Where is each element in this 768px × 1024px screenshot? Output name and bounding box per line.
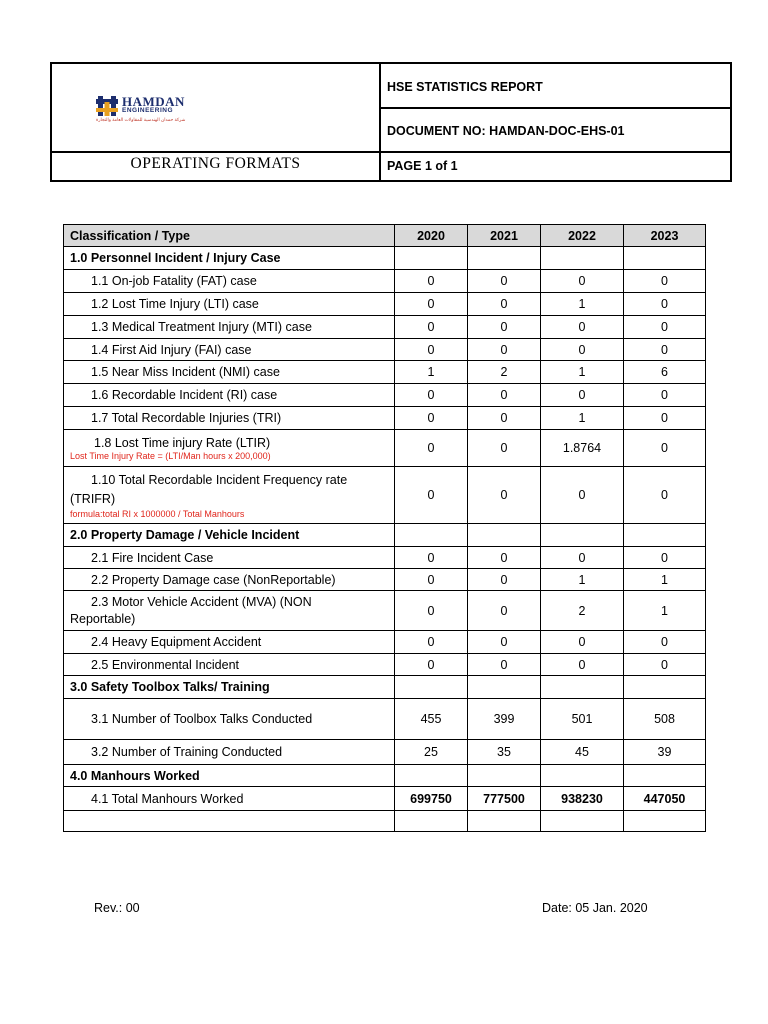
- table-cell: 1: [541, 569, 624, 591]
- row-label: 3.2 Number of Training Conducted: [64, 740, 395, 765]
- table-row-section: [64, 765, 706, 787]
- row-label: 1.4 First Aid Injury (FAI) case: [64, 339, 395, 361]
- company-logo: [96, 94, 246, 128]
- table-cell: 0: [395, 339, 468, 361]
- table-cell-empty: [468, 811, 541, 832]
- table-cell: 0: [624, 631, 706, 654]
- table-row: [64, 591, 706, 631]
- header-divider-left: [52, 151, 379, 153]
- logo-mark-icon: [96, 96, 118, 116]
- section-title: 3.0 Safety Toolbox Talks/ Training: [64, 676, 395, 699]
- table-cell: 0: [468, 591, 541, 631]
- table-cell: 455: [395, 699, 468, 740]
- table-cell: 0: [541, 384, 624, 407]
- table-cell: 0: [395, 293, 468, 316]
- report-title: HSE STATISTICS REPORT: [387, 80, 543, 94]
- table-row: [64, 654, 706, 676]
- row-label-line1: 1.10 Total Recordable Incident Frequency rate: [91, 472, 348, 487]
- table-cell: 938230: [541, 787, 624, 811]
- table-cell: 0: [541, 467, 624, 524]
- table-row-section: [64, 524, 706, 547]
- row-label: 1.7 Total Recordable Injuries (TRI): [64, 407, 395, 430]
- document-header: [50, 62, 732, 182]
- table-row: [64, 407, 706, 430]
- table-cell: 0: [624, 547, 706, 569]
- table-cell: 1: [624, 591, 706, 631]
- table-row: [64, 270, 706, 293]
- table-row: [64, 631, 706, 654]
- table-cell: 0: [395, 384, 468, 407]
- table-cell: 1: [541, 293, 624, 316]
- table-cell: 0: [395, 270, 468, 293]
- table-cell: 1.8764: [541, 430, 624, 467]
- page-number: PAGE 1 of 1: [387, 159, 458, 173]
- table-cell: 0: [395, 430, 468, 467]
- table-cell: [541, 765, 624, 787]
- table-cell: 0: [468, 631, 541, 654]
- table-cell: 0: [468, 339, 541, 361]
- table-cell: 0: [395, 316, 468, 339]
- table-cell: 501: [541, 699, 624, 740]
- table-cell: 0: [395, 654, 468, 676]
- row-label: 1.1 On-job Fatality (FAT) case: [64, 270, 395, 293]
- table-cell: [541, 247, 624, 270]
- document-date: Date: 05 Jan. 2020: [542, 901, 648, 915]
- table-row: [64, 316, 706, 339]
- table-cell-empty: [64, 811, 395, 832]
- table-cell: 0: [468, 569, 541, 591]
- table-cell: 2: [468, 361, 541, 384]
- table-cell: 1: [395, 361, 468, 384]
- row-label: 2.4 Heavy Equipment Accident: [64, 631, 395, 654]
- table-cell: 0: [468, 270, 541, 293]
- table-row: [64, 361, 706, 384]
- table-row: [64, 430, 706, 467]
- formula-note: formula:total RI x 1000000 / Total Manhours: [70, 508, 245, 519]
- row-label: 1.8 Lost Time injury Rate (LTIR): [94, 435, 271, 450]
- table-cell: 0: [468, 384, 541, 407]
- table-cell: 777500: [468, 787, 541, 811]
- table-cell: 45: [541, 740, 624, 765]
- table-cell: 508: [624, 699, 706, 740]
- table-cell: 0: [395, 467, 468, 524]
- table-cell: [468, 524, 541, 547]
- table-cell: 0: [541, 547, 624, 569]
- table-row: [64, 467, 706, 524]
- table-row: [64, 384, 706, 407]
- table-cell-empty: [541, 811, 624, 832]
- table-cell: 447050: [624, 787, 706, 811]
- table-header-row: [64, 225, 706, 247]
- section-title: 4.0 Manhours Worked: [64, 765, 395, 787]
- table-cell-empty: [395, 811, 468, 832]
- table-cell: 1: [541, 407, 624, 430]
- table-cell: 0: [541, 316, 624, 339]
- row-label: 1.6 Recordable Incident (RI) case: [64, 384, 395, 407]
- table-row-empty: [64, 811, 706, 832]
- table-cell: [541, 524, 624, 547]
- row-label-wrapped: [64, 591, 395, 631]
- table-cell: 0: [395, 591, 468, 631]
- table-cell: [624, 765, 706, 787]
- table-cell: 0: [624, 270, 706, 293]
- row-label: 4.1 Total Manhours Worked: [64, 787, 395, 811]
- table-cell: 0: [468, 293, 541, 316]
- table-cell: 0: [624, 384, 706, 407]
- table-cell: [395, 247, 468, 270]
- table-cell: 0: [624, 407, 706, 430]
- row-label-with-note: [64, 430, 395, 467]
- table-cell: 6: [624, 361, 706, 384]
- header-divider-right-2: [379, 151, 730, 153]
- table-cell: 1: [624, 569, 706, 591]
- table-row: [64, 339, 706, 361]
- hse-statistics-table: [63, 224, 706, 832]
- table-cell: 0: [468, 316, 541, 339]
- logo-company-name: HAMDAN: [122, 94, 185, 109]
- logo-arabic-text: شركة حمدان الهندسية للمقاولات العامة والتجارة: [96, 117, 186, 122]
- table-cell: 0: [395, 547, 468, 569]
- table-cell: 0: [541, 654, 624, 676]
- table-row: [64, 699, 706, 740]
- table-cell: 0: [395, 407, 468, 430]
- table-cell: 1: [541, 361, 624, 384]
- table-row-section: [64, 676, 706, 699]
- table-row: [64, 293, 706, 316]
- table-cell: [468, 676, 541, 699]
- table-cell: 0: [468, 547, 541, 569]
- table-cell: 0: [624, 316, 706, 339]
- table-row: [64, 740, 706, 765]
- table-cell: 0: [624, 654, 706, 676]
- row-label: 1.3 Medical Treatment Injury (MTI) case: [64, 316, 395, 339]
- table-cell: [541, 676, 624, 699]
- table-cell: 0: [468, 654, 541, 676]
- table-cell: 0: [395, 631, 468, 654]
- column-header-classification: Classification / Type: [64, 225, 395, 247]
- table-cell: 0: [541, 270, 624, 293]
- table-cell: 0: [624, 293, 706, 316]
- table-row-section: [64, 247, 706, 270]
- header-divider-right-1: [379, 107, 730, 109]
- table-row: [64, 569, 706, 591]
- column-header-2021: 2021: [468, 225, 541, 247]
- table-cell: 0: [468, 430, 541, 467]
- table-cell: [395, 676, 468, 699]
- table-cell: [395, 765, 468, 787]
- row-label-line1: 2.3 Motor Vehicle Accident (MVA) (NON: [91, 594, 312, 609]
- column-header-2020: 2020: [395, 225, 468, 247]
- table-cell: 0: [468, 407, 541, 430]
- table-cell: 25: [395, 740, 468, 765]
- table-cell: 0: [541, 339, 624, 361]
- row-label: 2.5 Environmental Incident: [64, 654, 395, 676]
- logo-company-sub: ENGINEERING: [122, 107, 174, 114]
- table-cell: 0: [395, 569, 468, 591]
- row-label: 2.2 Property Damage case (NonReportable): [64, 569, 395, 591]
- row-label: 1.2 Lost Time Injury (LTI) case: [64, 293, 395, 316]
- table-cell: 2: [541, 591, 624, 631]
- row-label-line2: Reportable): [70, 611, 136, 626]
- formula-note: Lost Time Injury Rate = (LTI/Man hours x 200,000): [70, 450, 271, 461]
- table-cell: 699750: [395, 787, 468, 811]
- row-label: 3.1 Number of Toolbox Talks Conducted: [64, 699, 395, 740]
- table-cell: 39: [624, 740, 706, 765]
- table-cell: 0: [468, 467, 541, 524]
- table-cell: [395, 524, 468, 547]
- table-cell-empty: [624, 811, 706, 832]
- table-cell: [624, 676, 706, 699]
- table-cell: [468, 247, 541, 270]
- table-cell: 0: [624, 467, 706, 524]
- column-header-2022: 2022: [541, 225, 624, 247]
- table-cell: 0: [624, 339, 706, 361]
- row-label: 1.5 Near Miss Incident (NMI) case: [64, 361, 395, 384]
- row-label-line2: (TRIFR): [70, 491, 116, 506]
- row-label-with-note: [64, 467, 395, 524]
- table-row: [64, 787, 706, 811]
- row-label: 2.1 Fire Incident Case: [64, 547, 395, 569]
- table-row: [64, 547, 706, 569]
- table-cell: [468, 765, 541, 787]
- document-number: DOCUMENT NO: HAMDAN-DOC-EHS-01: [387, 124, 625, 138]
- table-cell: 35: [468, 740, 541, 765]
- section-title: 1.0 Personnel Incident / Injury Case: [64, 247, 395, 270]
- table-cell: [624, 524, 706, 547]
- section-title: 2.0 Property Damage / Vehicle Incident: [64, 524, 395, 547]
- column-header-2023: 2023: [624, 225, 706, 247]
- table-cell: 0: [624, 430, 706, 467]
- operating-formats-title: OPERATING FORMATS: [130, 155, 301, 172]
- header-divider-vertical: [379, 64, 381, 180]
- table-cell: 399: [468, 699, 541, 740]
- table-cell: 0: [541, 631, 624, 654]
- revision-label: Rev.: 00: [94, 901, 140, 915]
- table-cell: [624, 247, 706, 270]
